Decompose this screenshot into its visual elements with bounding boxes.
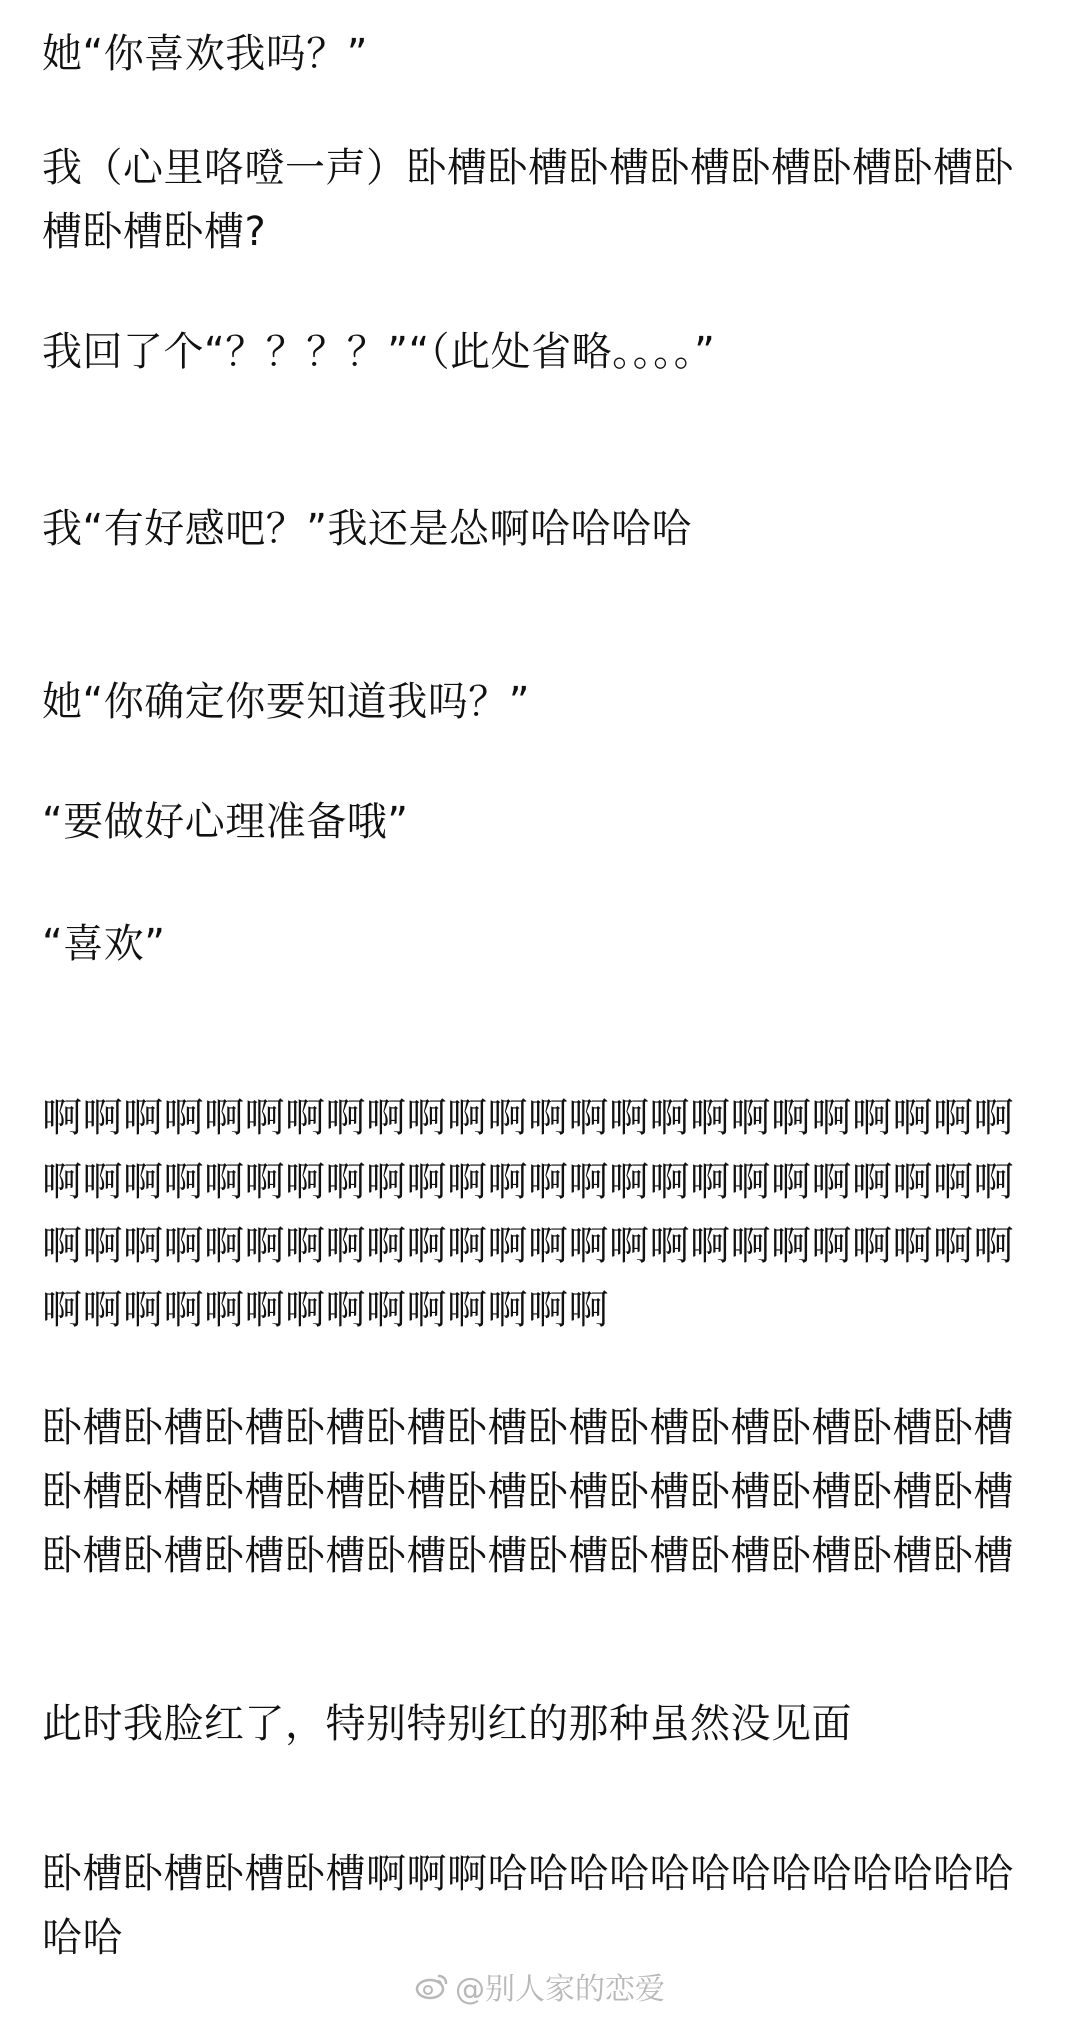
paragraph-11: 卧槽卧槽卧槽卧槽啊啊啊哈哈哈哈哈哈哈哈哈哈哈哈哈哈哈 xyxy=(42,1851,1014,1961)
watermark-text: @别人家的恋爱 xyxy=(455,1972,665,2007)
paragraph-1: 她“你喜欢我吗？” xyxy=(42,31,368,77)
weibo-watermark xyxy=(0,1968,1080,2013)
paragraph-6: “要做好心理准备哦” xyxy=(42,799,409,845)
weibo-icon xyxy=(415,1969,449,2013)
paragraph-8: 啊啊啊啊啊啊啊啊啊啊啊啊啊啊啊啊啊啊啊啊啊啊啊啊啊啊啊啊啊啊啊啊啊啊啊啊啊啊啊啊啊啊啊啊啊啊啊啊啊啊啊啊啊啊啊啊啊啊啊啊啊啊啊啊啊啊啊啊啊啊啊啊啊啊啊啊啊啊啊啊啊啊啊啊啊啊 xyxy=(42,1095,1014,1333)
paragraph-3: 我回了个“？？？？”“（此处省略。。。。” xyxy=(42,329,716,375)
paragraph-10: 此时我脸红了，特别特别红的那种虽然没见面 xyxy=(42,1701,852,1747)
paragraph-9: 卧槽卧槽卧槽卧槽卧槽卧槽卧槽卧槽卧槽卧槽卧槽卧槽卧槽卧槽卧槽卧槽卧槽卧槽卧槽卧槽卧槽卧槽卧槽卧槽卧槽卧槽卧槽卧槽卧槽卧槽卧槽卧槽卧槽卧槽卧槽卧槽 xyxy=(42,1405,1014,1579)
paragraph-4: 我“有好感吧？”我还是怂啊哈哈哈哈 xyxy=(42,506,692,552)
paragraph-7: “喜欢” xyxy=(42,921,166,967)
paragraph-2: 我（心里咯噔一声）卧槽卧槽卧槽卧槽卧槽卧槽卧槽卧槽卧槽卧槽? xyxy=(42,145,1014,255)
paragraph-5: 她“你确定你要知道我吗？” xyxy=(42,679,530,725)
